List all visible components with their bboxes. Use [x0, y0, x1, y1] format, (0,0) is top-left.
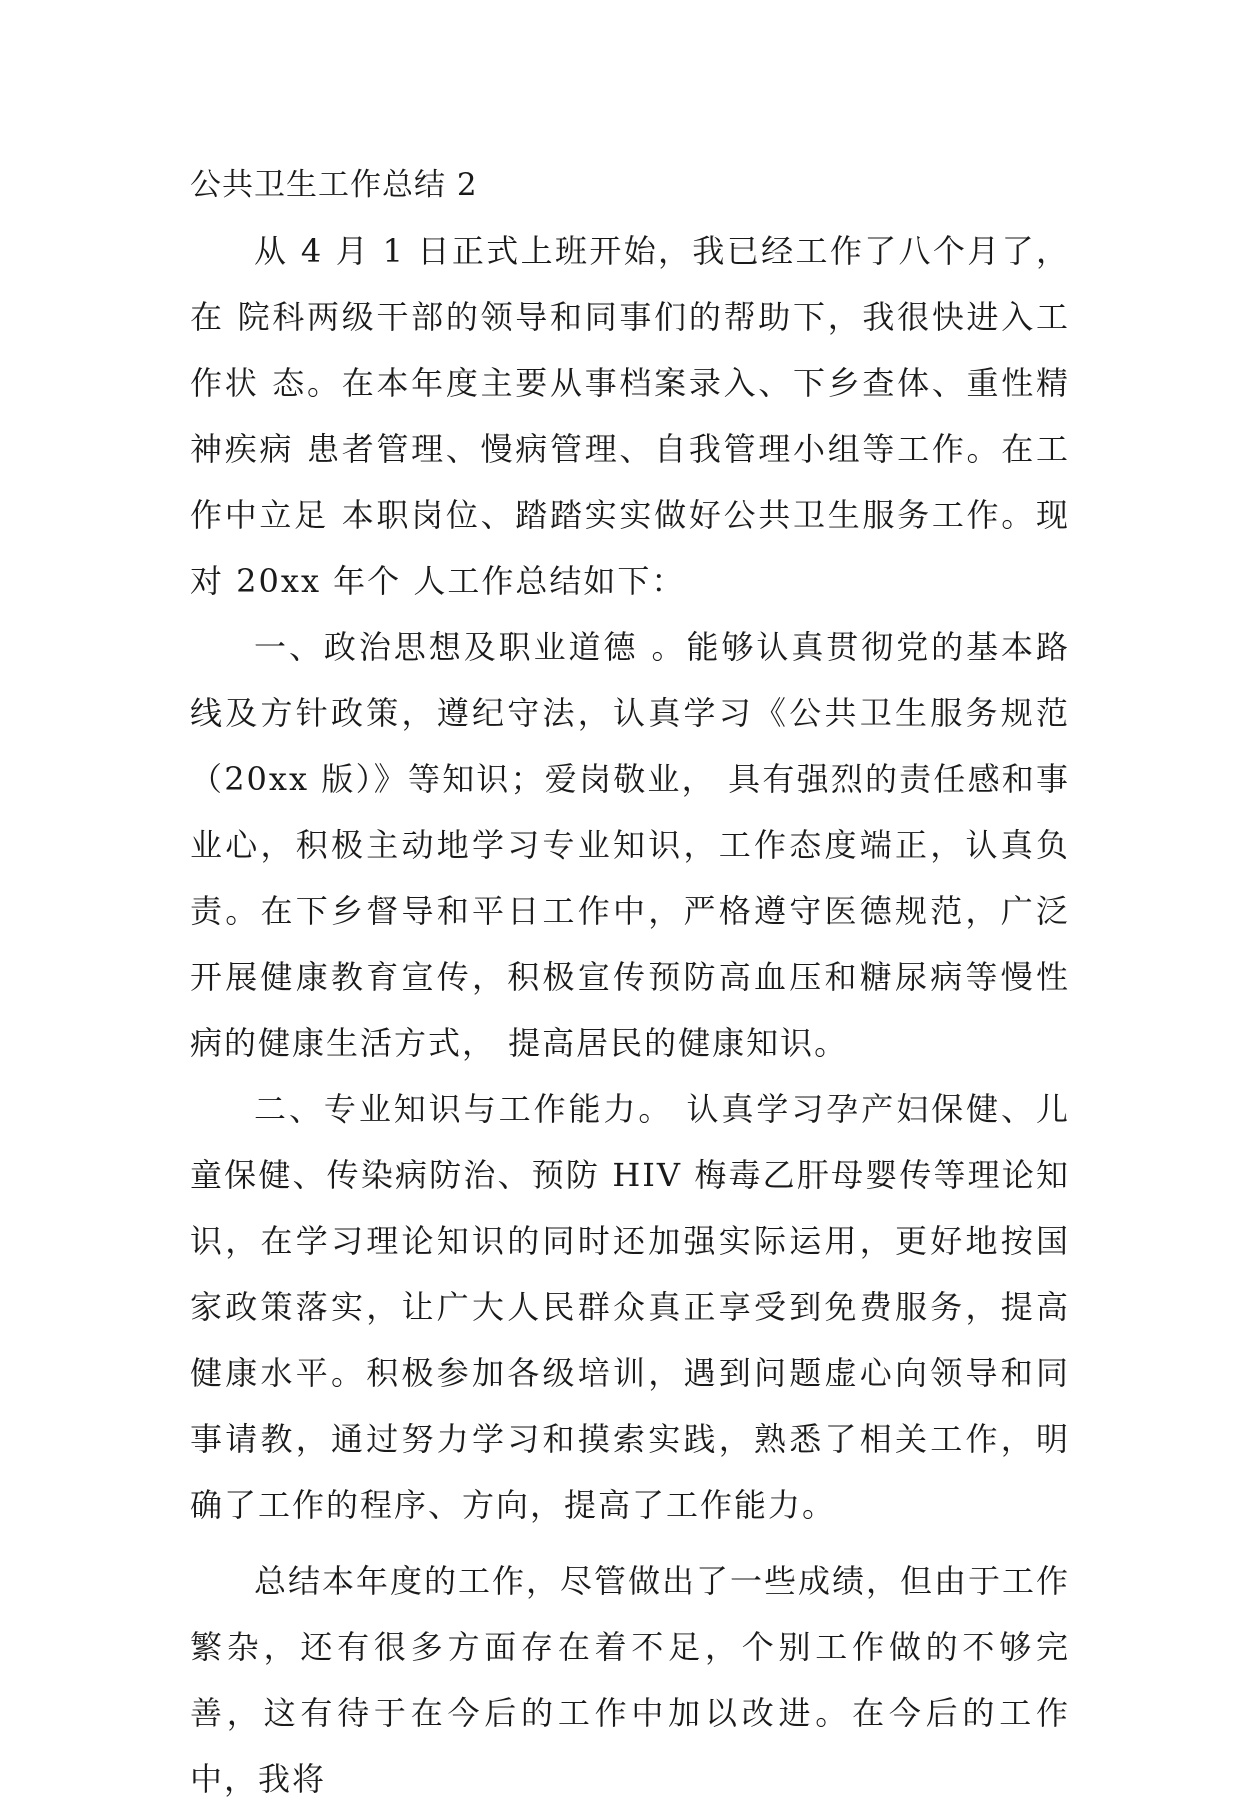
- paragraph-intro: 从 4 月 1 日正式上班开始，我已经工作了八个月了，在 院科两级干部的领导和同事们的帮助下，我很快进入工作状 态。在本年度主要从事档案录入、下乡查体、重性精神疾病 患者管理、慢病管理、自我管理小组等工作。在工作中立足 本职岗位、踏踏实实做好公共卫生服务工作。现对 20xx 年个 人工作总结如下：: [190, 232, 1070, 600]
- paragraph-professional-ability: 二、专业知识与工作能力。 认真学习孕产妇保健、儿童保健、传染病防治、预防 HIV 梅毒乙肝母婴传等理论知识，在学习理论知识的同时还加强实际运用，更好地按国家政策落实，让广大人民群众真正享受到免费服务，提高健康水平。积极参加各级培训，遇到问题虚心向领导和同事请教，通过努力学习和摸索实践，熟悉了相关工作，明确了工作的程序、方向，提高了工作能力。: [190, 1090, 1070, 1524]
- document-body: [190, 152, 1070, 1812]
- paragraph-political-ethics: 一、政治思想及职业道德 。能够认真贯彻党的基本路线及方针政策，遵纪守法，认真学习《公共卫生服务规范（20xx 版）》等知识；爱岗敬业， 具有强烈的责任感和事业心，积极主动地学习专业知识，工作态度端正，认真负责。在下乡督导和平日工作中，严格遵守医德规范，广泛开展健康教育宣传，积极宣传预防高血压和糖尿病等慢性病的健康生活方式， 提高居民的健康知识。: [190, 628, 1070, 1062]
- document-title: 公共卫生工作总结 2: [190, 167, 478, 203]
- paragraph-summary: 总结本年度的工作，尽管做出了一些成绩，但由于工作繁杂，还有很多方面存在着不足，个别工作做的不够完善，这有待于在今后的工作中加以改进。在今后的工作中，我将: [190, 1562, 1071, 1798]
